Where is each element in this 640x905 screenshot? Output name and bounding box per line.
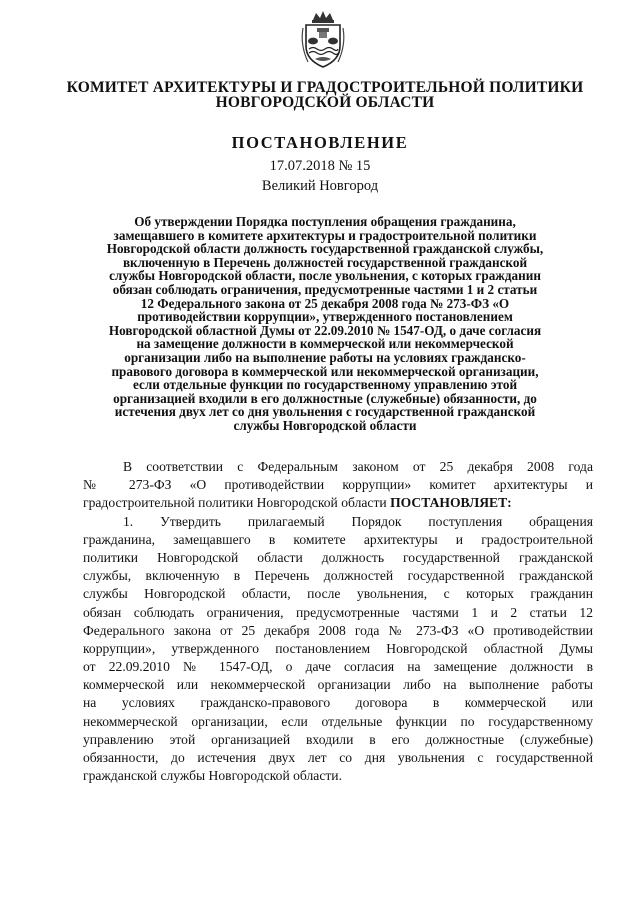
intro-line: № 273-ФЗ «О противодействии коррупции» комитет архитектуры и [83, 477, 593, 493]
title-line: если отдельные функции по государственному управлению этой [132, 377, 518, 393]
title-line: включенную в Перечень должностей государственной гражданской [122, 254, 528, 270]
title-line: Новгородской области должность государственной гражданской службы, [106, 241, 544, 257]
item1-line: Федерального закона от 25 декабря 2008 года № 273-ФЗ «О противодействии [83, 622, 593, 638]
document-body [83, 458, 593, 785]
document-title [75, 215, 575, 433]
item1-line: гражданина, замещавшего в комитете архитектуры и градостроительной [83, 531, 593, 547]
title-line: истечения двух лет со дня увольнения с государственной гражданской [114, 404, 536, 420]
title-line: организации либо на выполнение работы на условиях гражданско- [124, 349, 526, 365]
document-city: Великий Новгород [261, 178, 379, 194]
item1-line: политики Новгородской области должность государственной гражданской [83, 549, 593, 565]
title-line: противодействии коррупции», утвержденного постановлением [137, 309, 513, 325]
decree-word: ПОСТАНОВЛЯЕТ: [390, 495, 512, 511]
item1-line: обязан соблюдать ограничения, предусмотренные частями 1 и 2 статьи 12 [83, 604, 593, 620]
item1-line: службы, включенную в Перечень должностей государственной гражданской [83, 568, 593, 584]
item1-line: службы Новгородской области, после увольнения, с которых гражданин [83, 586, 593, 602]
title-line: организацией входили в его должностные (служебные) обязанности, до [113, 390, 537, 406]
title-line: правового договора в коммерческой или некоммерческой организации, [111, 363, 539, 379]
novgorod-coat-of-arms-icon [298, 10, 348, 70]
title-line: службы Новгородской области [233, 417, 417, 433]
title-line: Новгородской областной Думы от 22.09.2010 № 1547-ОД, о даче согласия [108, 322, 542, 338]
title-line: обязан соблюдать ограничения, предусмотренные частями 1 и 2 статьи [112, 281, 538, 297]
item1-line: коррупции», утвержденного постановлением Новгородской областной Думы [83, 640, 593, 656]
item1-line: обязанности, до истечения двух лет со дня увольнения с государственной [83, 750, 593, 765]
item1-line: управлению этой организацией входили в его должностные (служебные) [83, 731, 593, 747]
intro-line-with-decree [83, 494, 593, 512]
title-line: 12 Федерального закона от 25 декабря 2008 года № 273-ФЗ «О [140, 295, 510, 311]
item1-line: на условиях гражданско-правового договора в коммерческой или [83, 695, 593, 711]
document-type: ПОСТАНОВЛЕНИЕ [231, 133, 409, 152]
document-date-number: 17.07.2018 № 15 [269, 158, 371, 174]
title-line: службы Новгородской области, после увольнения, с которых гражданин [109, 268, 541, 284]
title-line: Об утверждении Порядка поступления обращения гражданина, [134, 214, 516, 229]
title-line: на замещение должности в коммерческой или некоммерческой [136, 336, 514, 352]
title-line: замещавшего в комитете архитектуры и градостроительной политики [113, 227, 537, 243]
intro-line: В соответствии с Федеральным законом от 25 декабря 2008 года [123, 459, 593, 474]
item1-line: гражданской службы Новгородской области. [83, 768, 342, 784]
organization-name-line2: НОВГОРОДСКОЙ ОБЛАСТИ [215, 94, 435, 111]
item1-line: от 22.09.2010 № 1547-ОД, о даче согласия на замещение должности в [83, 659, 593, 675]
organization-name-line1: КОМИТЕТ АРХИТЕКТУРЫ И ГРАДОСТРОИТЕЛЬНОЙ ПОЛИТИКИ [66, 79, 584, 96]
intro-line: градостроительной политики Новгородской области [83, 495, 387, 511]
item1-line: коммерческой или некоммерческой организации либо на выполнение работы [83, 677, 593, 693]
item1-line: некоммерческой организации, если отдельные функции по государственному [83, 713, 593, 729]
item1-line: 1. Утвердить прилагаемый Порядок поступления обращения [123, 513, 593, 529]
